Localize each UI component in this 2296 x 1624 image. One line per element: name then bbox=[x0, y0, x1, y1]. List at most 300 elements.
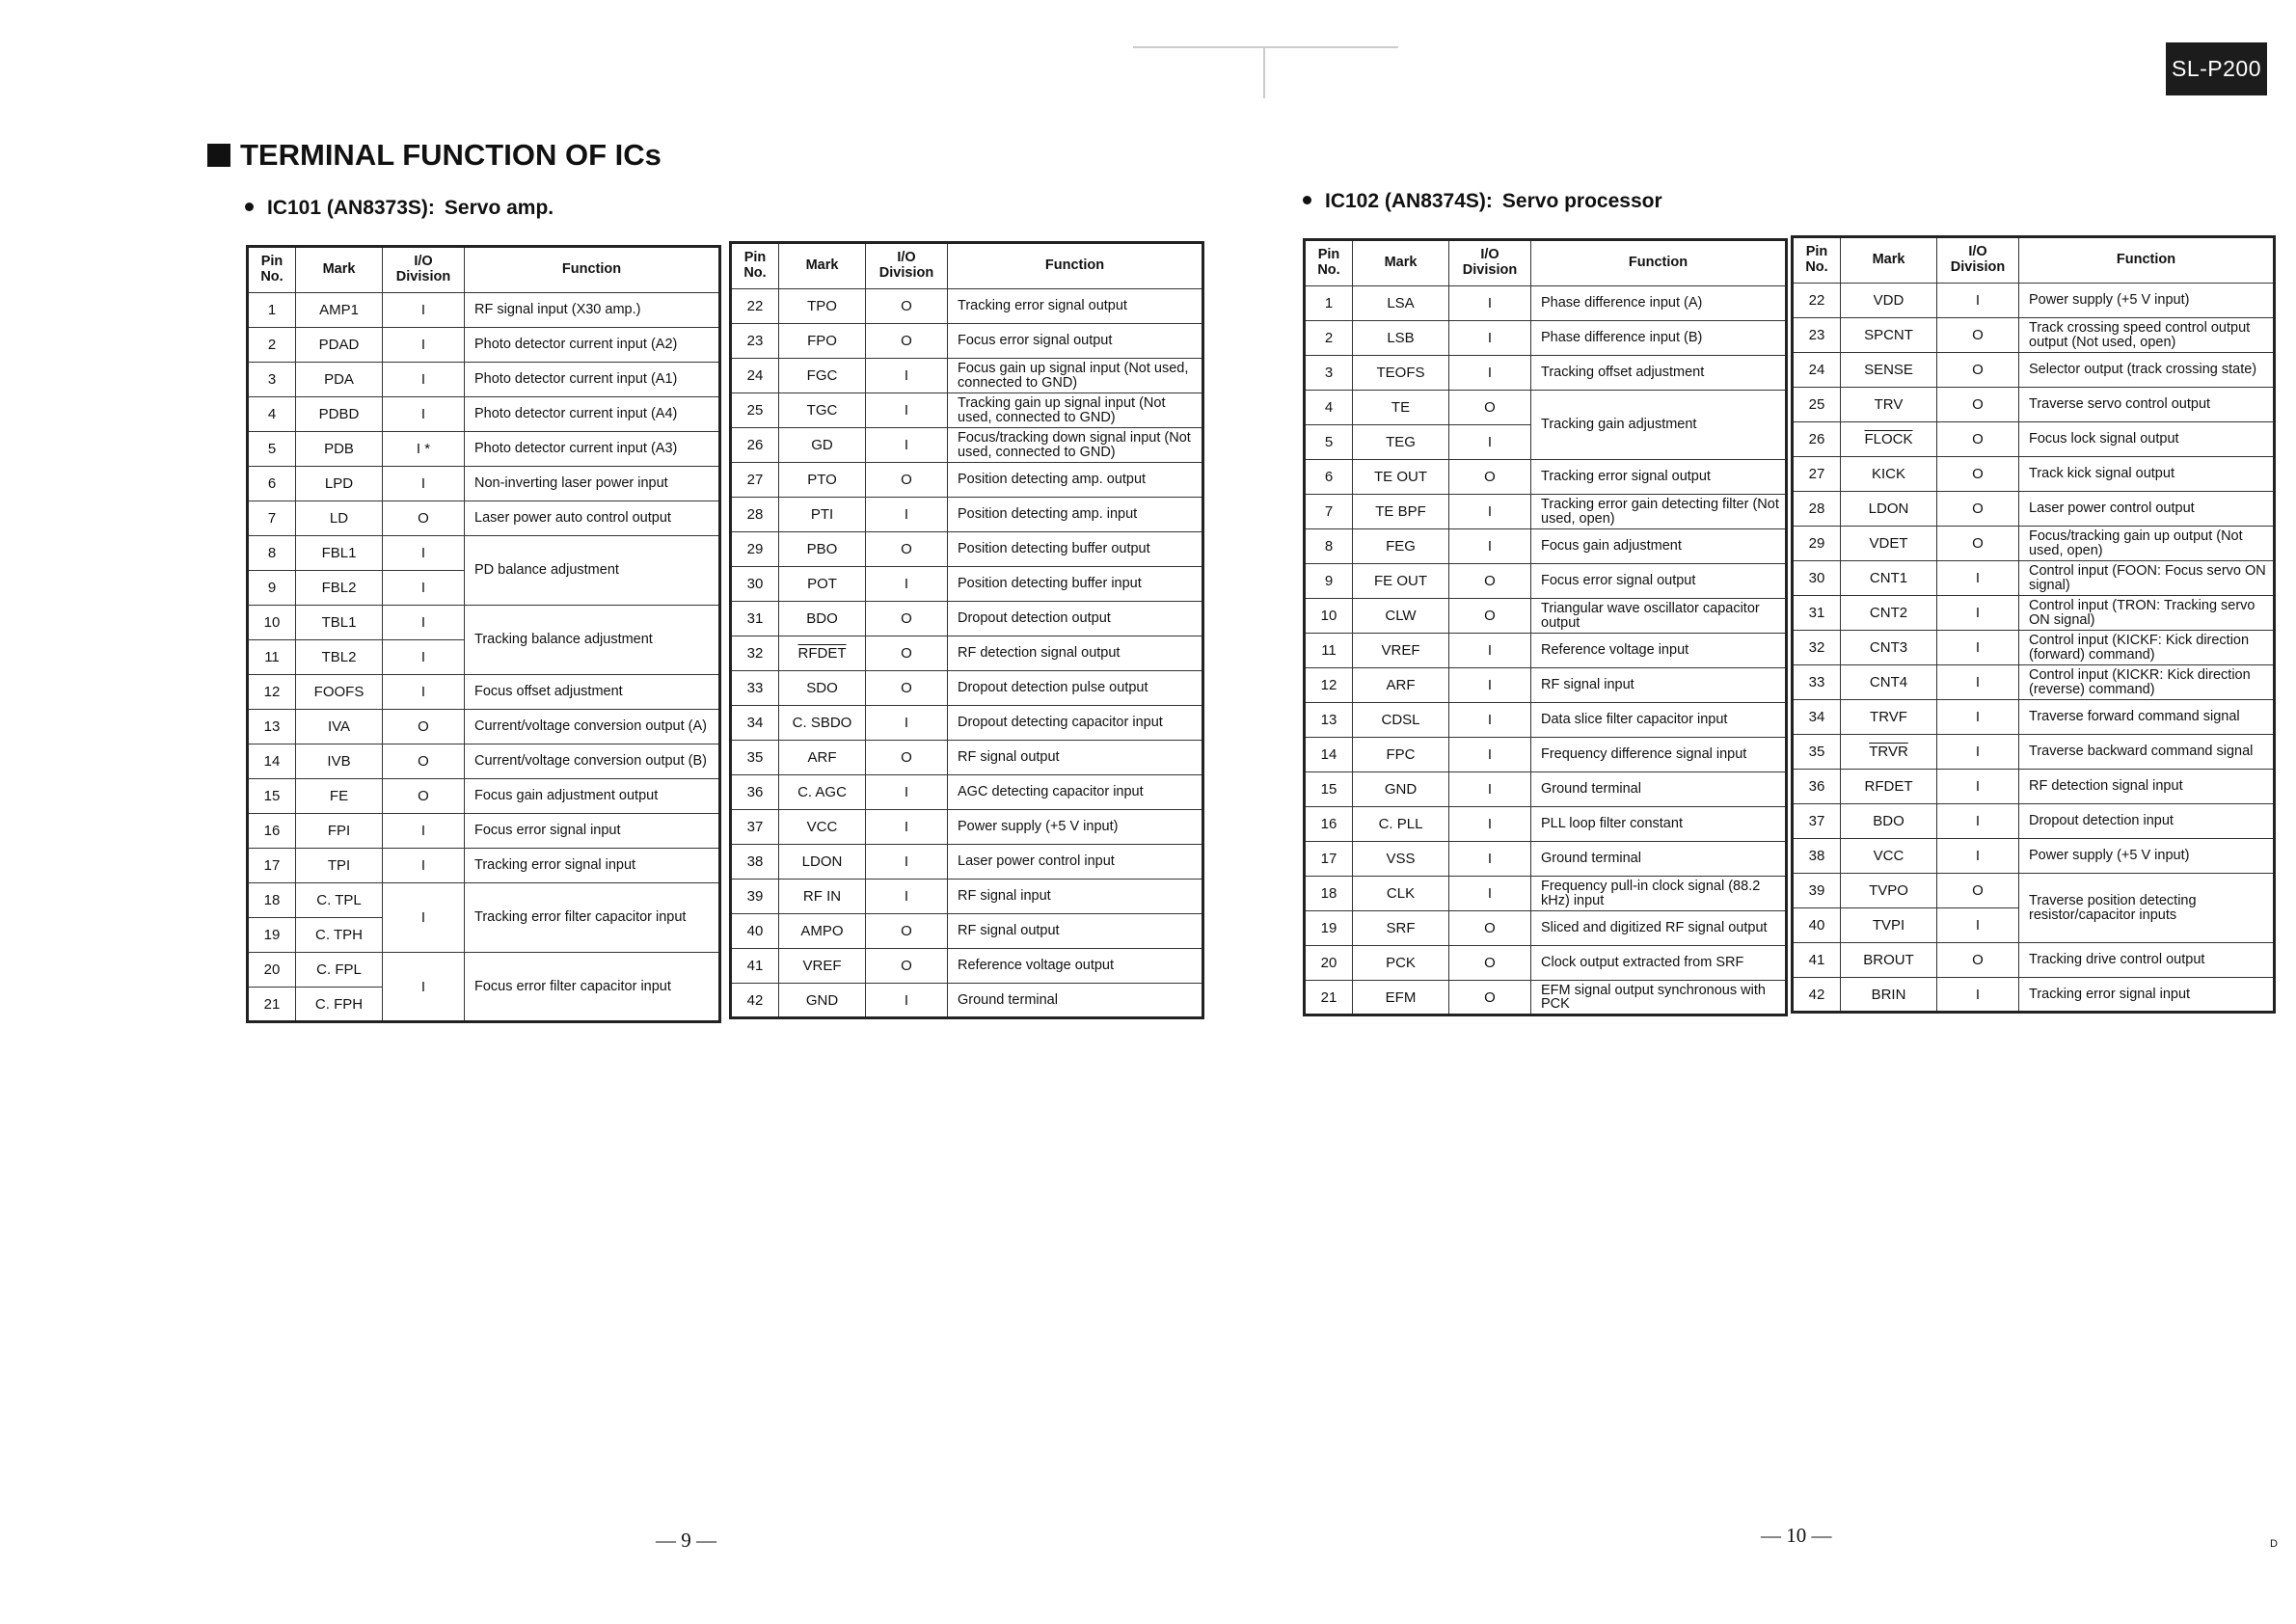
pin-function: Photo detector current input (A2) bbox=[465, 328, 720, 363]
ic101-table-right bbox=[729, 241, 1204, 1019]
pin-io: I bbox=[866, 845, 948, 880]
pin-mark: PDA bbox=[296, 363, 383, 397]
pin-io: I bbox=[1449, 668, 1531, 703]
pin-io: O bbox=[866, 949, 948, 984]
pin-mark: FE OUT bbox=[1353, 564, 1449, 599]
pin-function: Clock output extracted from SRF bbox=[1531, 946, 1787, 981]
pin-mark: FPI bbox=[296, 814, 383, 849]
header-pin: Pin No. bbox=[731, 243, 779, 289]
table-row bbox=[1793, 353, 2275, 388]
pin-mark: LD bbox=[296, 501, 383, 536]
header-io: I/O Division bbox=[866, 243, 948, 289]
pin-number: 22 bbox=[1793, 284, 1841, 318]
pin-mark: C. SBDO bbox=[779, 706, 866, 741]
table-row bbox=[248, 606, 720, 640]
square-bullet-icon bbox=[207, 144, 230, 167]
pin-number: 15 bbox=[1305, 772, 1353, 807]
table-row bbox=[1305, 529, 1787, 564]
pin-io: I bbox=[383, 814, 465, 849]
pin-function: Track crossing speed control output output (Not used, open) bbox=[2019, 318, 2275, 353]
pin-io: O bbox=[1937, 457, 2019, 492]
pin-number: 28 bbox=[731, 498, 779, 532]
pin-function: Dropout detection pulse output bbox=[948, 671, 1203, 706]
pin-function: Dropout detection input bbox=[2019, 804, 2275, 839]
pin-number: 38 bbox=[731, 845, 779, 880]
pin-mark: KICK bbox=[1841, 457, 1937, 492]
pin-number: 8 bbox=[248, 536, 296, 571]
pin-function: Ground terminal bbox=[1531, 842, 1787, 877]
table-row bbox=[248, 779, 720, 814]
pin-mark: VDET bbox=[1841, 527, 1937, 561]
pin-number: 7 bbox=[1305, 495, 1353, 529]
pin-function: Control input (FOON: Focus servo ON signal) bbox=[2019, 561, 2275, 596]
table-row bbox=[1305, 946, 1787, 981]
pin-io: I bbox=[383, 675, 465, 710]
table-row bbox=[1305, 564, 1787, 599]
table-row bbox=[731, 810, 1203, 845]
pin-io: I bbox=[1449, 425, 1531, 460]
pin-mark: TEG bbox=[1353, 425, 1449, 460]
pin-number: 16 bbox=[248, 814, 296, 849]
table-row bbox=[248, 501, 720, 536]
pin-mark: SDO bbox=[779, 671, 866, 706]
pin-number: 23 bbox=[731, 324, 779, 359]
pin-mark: C. FPH bbox=[296, 988, 383, 1022]
table-row bbox=[731, 671, 1203, 706]
pin-number: 23 bbox=[1793, 318, 1841, 353]
pin-mark: C. TPH bbox=[296, 918, 383, 953]
table-row bbox=[1793, 318, 2275, 353]
ic102-name: IC102 (AN8374S): bbox=[1325, 190, 1493, 212]
pin-mark: LDON bbox=[1841, 492, 1937, 527]
pin-io: I bbox=[1937, 284, 2019, 318]
pin-io: I bbox=[866, 393, 948, 428]
pin-number: 1 bbox=[1305, 286, 1353, 321]
table-row bbox=[1305, 668, 1787, 703]
pin-number: 6 bbox=[1305, 460, 1353, 495]
pin-function: Power supply (+5 V input) bbox=[2019, 839, 2275, 874]
pin-number: 42 bbox=[731, 984, 779, 1018]
ic102-table-right bbox=[1791, 235, 2276, 1014]
pin-mark: IVB bbox=[296, 744, 383, 779]
pin-function: Tracking error signal output bbox=[948, 289, 1203, 324]
header-mark: Mark bbox=[1841, 237, 1937, 284]
pin-function: Laser power control output bbox=[2019, 492, 2275, 527]
pin-number: 38 bbox=[1793, 839, 1841, 874]
table-row bbox=[731, 914, 1203, 949]
pin-io: I bbox=[1937, 665, 2019, 700]
pin-number: 25 bbox=[731, 393, 779, 428]
ic101-table-left bbox=[246, 245, 721, 1023]
pin-io: O bbox=[866, 289, 948, 324]
header-io: I/O Division bbox=[1449, 240, 1531, 286]
pin-number: 32 bbox=[1793, 631, 1841, 665]
table-row bbox=[1305, 460, 1787, 495]
pin-mark: AMP1 bbox=[296, 293, 383, 328]
pin-number: 26 bbox=[731, 428, 779, 463]
table-row bbox=[248, 363, 720, 397]
pin-function: RF signal input bbox=[948, 880, 1203, 914]
table-row bbox=[731, 289, 1203, 324]
pin-io: O bbox=[866, 463, 948, 498]
pin-mark: C. FPL bbox=[296, 953, 383, 988]
pin-function: Position detecting amp. output bbox=[948, 463, 1203, 498]
pin-number: 30 bbox=[1793, 561, 1841, 596]
pin-io: I bbox=[1449, 356, 1531, 391]
pin-mark: TRVF bbox=[1841, 700, 1937, 735]
page-title-text: TERMINAL FUNCTION OF ICs bbox=[240, 138, 662, 172]
pin-mark: IVA bbox=[296, 710, 383, 744]
pin-io: I bbox=[383, 536, 465, 571]
table-row bbox=[248, 849, 720, 883]
pin-number: 37 bbox=[731, 810, 779, 845]
pin-io: I bbox=[866, 775, 948, 810]
pin-number: 1 bbox=[248, 293, 296, 328]
pin-io: O bbox=[866, 741, 948, 775]
pin-mark: GND bbox=[779, 984, 866, 1018]
pin-mark: SPCNT bbox=[1841, 318, 1937, 353]
table-row bbox=[1305, 321, 1787, 356]
pin-mark: ARF bbox=[779, 741, 866, 775]
pin-mark: CLK bbox=[1353, 877, 1449, 911]
pin-io: O bbox=[1937, 388, 2019, 422]
table-row bbox=[1793, 978, 2275, 1013]
pin-function: Tracking error signal input bbox=[2019, 978, 2275, 1013]
table-row bbox=[1305, 738, 1787, 772]
pin-mark: FLOCK bbox=[1841, 422, 1937, 457]
table-row bbox=[248, 467, 720, 501]
pin-function: PLL loop filter constant bbox=[1531, 807, 1787, 842]
pin-mark: CNT2 bbox=[1841, 596, 1937, 631]
table-row bbox=[731, 949, 1203, 984]
pin-io: I bbox=[1937, 770, 2019, 804]
pin-function: Dropout detection output bbox=[948, 602, 1203, 636]
table-row bbox=[731, 602, 1203, 636]
pin-number: 18 bbox=[1305, 877, 1353, 911]
pin-number: 27 bbox=[731, 463, 779, 498]
pin-function: Focus offset adjustment bbox=[465, 675, 720, 710]
header-function: Function bbox=[465, 247, 720, 293]
pin-io: O bbox=[1937, 353, 2019, 388]
pin-io: O bbox=[1937, 318, 2019, 353]
pin-mark: FBL1 bbox=[296, 536, 383, 571]
pin-function: Focus error signal input bbox=[465, 814, 720, 849]
pin-number: 17 bbox=[248, 849, 296, 883]
table-row bbox=[1793, 284, 2275, 318]
table-row bbox=[1305, 877, 1787, 911]
pin-number: 40 bbox=[1793, 908, 1841, 943]
table-row bbox=[1793, 735, 2275, 770]
ic102-heading bbox=[1303, 190, 1662, 213]
pin-mark: TRVR bbox=[1841, 735, 1937, 770]
pin-function: Non-inverting laser power input bbox=[465, 467, 720, 501]
pin-io: I bbox=[866, 706, 948, 741]
pin-mark: TRV bbox=[1841, 388, 1937, 422]
pin-mark: FE bbox=[296, 779, 383, 814]
pin-mark: FGC bbox=[779, 359, 866, 393]
pin-mark: FPC bbox=[1353, 738, 1449, 772]
pin-io: I bbox=[1937, 596, 2019, 631]
pin-mark: CNT1 bbox=[1841, 561, 1937, 596]
pin-function: Traverse forward command signal bbox=[2019, 700, 2275, 735]
table-row bbox=[731, 567, 1203, 602]
pin-mark: EFM bbox=[1353, 981, 1449, 1015]
pin-number: 12 bbox=[248, 675, 296, 710]
model-tag: SL-P200 bbox=[2166, 42, 2267, 95]
pin-function: Current/voltage conversion output (B) bbox=[465, 744, 720, 779]
header-function: Function bbox=[2019, 237, 2275, 284]
pin-io: I bbox=[1449, 634, 1531, 668]
pin-mark: GND bbox=[1353, 772, 1449, 807]
pin-number: 6 bbox=[248, 467, 296, 501]
pin-mark: FOOFS bbox=[296, 675, 383, 710]
header-pin: Pin No. bbox=[1305, 240, 1353, 286]
pin-number: 35 bbox=[1793, 735, 1841, 770]
table-row bbox=[248, 953, 720, 988]
pin-function: Focus error signal output bbox=[1531, 564, 1787, 599]
table-row bbox=[248, 883, 720, 918]
pin-io: I bbox=[1937, 561, 2019, 596]
table-row bbox=[248, 675, 720, 710]
pin-function: Reference voltage input bbox=[1531, 634, 1787, 668]
pin-number: 3 bbox=[248, 363, 296, 397]
table-row bbox=[1305, 286, 1787, 321]
pin-io: I bbox=[866, 984, 948, 1018]
pin-function: Power supply (+5 V input) bbox=[2019, 284, 2275, 318]
pin-function: Tracking error filter capacitor input bbox=[465, 883, 720, 953]
pin-mark: FBL2 bbox=[296, 571, 383, 606]
pin-io: O bbox=[1937, 492, 2019, 527]
header-pin: Pin No. bbox=[1793, 237, 1841, 284]
pin-mark: ARF bbox=[1353, 668, 1449, 703]
table-row bbox=[731, 393, 1203, 428]
pin-function: Tracking balance adjustment bbox=[465, 606, 720, 675]
pin-mark: TE BPF bbox=[1353, 495, 1449, 529]
pin-number: 10 bbox=[248, 606, 296, 640]
pin-mark: AMPO bbox=[779, 914, 866, 949]
pin-mark: PBO bbox=[779, 532, 866, 567]
pin-mark: C. AGC bbox=[779, 775, 866, 810]
bullet-icon bbox=[245, 203, 254, 211]
pin-mark: FPO bbox=[779, 324, 866, 359]
table-row bbox=[1305, 807, 1787, 842]
pin-io: O bbox=[1449, 564, 1531, 599]
pin-function: Focus lock signal output bbox=[2019, 422, 2275, 457]
pin-io: O bbox=[1937, 422, 2019, 457]
table-row bbox=[1793, 631, 2275, 665]
table-row bbox=[731, 324, 1203, 359]
table-row bbox=[731, 636, 1203, 671]
pin-mark: RF IN bbox=[779, 880, 866, 914]
pin-number: 19 bbox=[248, 918, 296, 953]
table-row bbox=[1305, 356, 1787, 391]
pin-io: I * bbox=[383, 432, 465, 467]
pin-number: 31 bbox=[1793, 596, 1841, 631]
pin-function: Traverse servo control output bbox=[2019, 388, 2275, 422]
table-row bbox=[1305, 599, 1787, 634]
pin-mark: TEOFS bbox=[1353, 356, 1449, 391]
pin-io: I bbox=[1937, 700, 2019, 735]
pin-mark: VREF bbox=[1353, 634, 1449, 668]
pin-number: 34 bbox=[731, 706, 779, 741]
pin-function: Tracking gain up signal input (Not used, connected to GND) bbox=[948, 393, 1203, 428]
table-row bbox=[1793, 457, 2275, 492]
table-row bbox=[1793, 665, 2275, 700]
pin-function: Photo detector current input (A1) bbox=[465, 363, 720, 397]
pin-function: Reference voltage output bbox=[948, 949, 1203, 984]
pin-function: Focus gain up signal input (Not used, connected to GND) bbox=[948, 359, 1203, 393]
pin-io: O bbox=[866, 532, 948, 567]
pin-mark: PDB bbox=[296, 432, 383, 467]
table-row bbox=[1305, 772, 1787, 807]
table-row bbox=[1793, 527, 2275, 561]
table-row bbox=[731, 463, 1203, 498]
table-row bbox=[731, 706, 1203, 741]
pin-io: I bbox=[1449, 529, 1531, 564]
pin-io: I bbox=[1937, 978, 2019, 1013]
pin-number: 36 bbox=[1793, 770, 1841, 804]
pin-function: Position detecting buffer output bbox=[948, 532, 1203, 567]
bullet-icon bbox=[1303, 196, 1311, 204]
table-row bbox=[1793, 388, 2275, 422]
crop-mark-vertical bbox=[1263, 48, 1265, 98]
pin-mark: PTI bbox=[779, 498, 866, 532]
pin-number: 16 bbox=[1305, 807, 1353, 842]
pin-mark: TBL2 bbox=[296, 640, 383, 675]
pin-io: I bbox=[1449, 772, 1531, 807]
pin-function: Power supply (+5 V input) bbox=[948, 810, 1203, 845]
pin-function: Focus gain adjustment output bbox=[465, 779, 720, 814]
pin-function: PD balance adjustment bbox=[465, 536, 720, 606]
pin-function: Focus error filter capacitor input bbox=[465, 953, 720, 1022]
page-number-right: — 10 — bbox=[1761, 1524, 1832, 1547]
table-row bbox=[1793, 700, 2275, 735]
table-row bbox=[731, 532, 1203, 567]
header-function: Function bbox=[1531, 240, 1787, 286]
pin-function: Tracking error signal output bbox=[1531, 460, 1787, 495]
pin-io: I bbox=[866, 498, 948, 532]
pin-mark: VREF bbox=[779, 949, 866, 984]
pin-mark: PTO bbox=[779, 463, 866, 498]
pin-io: I bbox=[1449, 738, 1531, 772]
table-row bbox=[731, 741, 1203, 775]
pin-number: 9 bbox=[248, 571, 296, 606]
pin-io: I bbox=[383, 849, 465, 883]
pin-mark: LSB bbox=[1353, 321, 1449, 356]
pin-mark: POT bbox=[779, 567, 866, 602]
pin-number: 15 bbox=[248, 779, 296, 814]
table-row bbox=[1305, 495, 1787, 529]
pin-io: O bbox=[1449, 911, 1531, 946]
ic101-name: IC101 (AN8373S): bbox=[267, 197, 435, 219]
table-row bbox=[1305, 981, 1787, 1015]
pin-mark: PCK bbox=[1353, 946, 1449, 981]
pin-function: Tracking error gain detecting filter (Not used, open) bbox=[1531, 495, 1787, 529]
pin-io: O bbox=[866, 914, 948, 949]
pin-function: Ground terminal bbox=[948, 984, 1203, 1018]
pin-io: O bbox=[383, 501, 465, 536]
pin-mark: LDON bbox=[779, 845, 866, 880]
pin-mark: C. PLL bbox=[1353, 807, 1449, 842]
table-row bbox=[1793, 561, 2275, 596]
header-mark: Mark bbox=[296, 247, 383, 293]
pin-number: 2 bbox=[1305, 321, 1353, 356]
pin-number: 22 bbox=[731, 289, 779, 324]
pin-io: I bbox=[383, 293, 465, 328]
pin-function: Tracking gain adjustment bbox=[1531, 391, 1787, 460]
pin-number: 41 bbox=[1793, 943, 1841, 978]
pin-function: RF signal input bbox=[1531, 668, 1787, 703]
pin-function: Laser power control input bbox=[948, 845, 1203, 880]
pin-function: RF signal output bbox=[948, 914, 1203, 949]
table-row bbox=[1793, 492, 2275, 527]
pin-number: 40 bbox=[731, 914, 779, 949]
pin-function: RF detection signal output bbox=[948, 636, 1203, 671]
pin-function: RF signal input (X30 amp.) bbox=[465, 293, 720, 328]
pin-function: Traverse position detecting resistor/capacitor inputs bbox=[2019, 874, 2275, 943]
pin-mark: LPD bbox=[296, 467, 383, 501]
header-io: I/O Division bbox=[383, 247, 465, 293]
pin-mark: CLW bbox=[1353, 599, 1449, 634]
pin-io: O bbox=[1937, 943, 2019, 978]
pin-function: Triangular wave oscillator capacitor output bbox=[1531, 599, 1787, 634]
pin-number: 25 bbox=[1793, 388, 1841, 422]
pin-io: I bbox=[1449, 495, 1531, 529]
pin-function: Focus gain adjustment bbox=[1531, 529, 1787, 564]
pin-number: 14 bbox=[1305, 738, 1353, 772]
table-row bbox=[248, 710, 720, 744]
pin-mark: TE bbox=[1353, 391, 1449, 425]
pin-mark: SENSE bbox=[1841, 353, 1937, 388]
pin-io: O bbox=[1449, 599, 1531, 634]
pin-number: 34 bbox=[1793, 700, 1841, 735]
pin-io: I bbox=[1937, 839, 2019, 874]
pin-io: I bbox=[866, 428, 948, 463]
ic101-description: Servo amp. bbox=[444, 197, 554, 219]
header-mark: Mark bbox=[779, 243, 866, 289]
pin-mark: VCC bbox=[779, 810, 866, 845]
pin-number: 13 bbox=[1305, 703, 1353, 738]
pin-number: 11 bbox=[248, 640, 296, 675]
pin-number: 12 bbox=[1305, 668, 1353, 703]
pin-function: Control input (TRON: Tracking servo ON signal) bbox=[2019, 596, 2275, 631]
ic101-heading bbox=[245, 197, 554, 220]
pin-number: 13 bbox=[248, 710, 296, 744]
pin-mark: TVPO bbox=[1841, 874, 1937, 908]
pin-mark: VSS bbox=[1353, 842, 1449, 877]
table-row bbox=[1305, 391, 1787, 425]
pin-number: 10 bbox=[1305, 599, 1353, 634]
pin-function: Tracking error signal input bbox=[465, 849, 720, 883]
pin-function: Photo detector current input (A4) bbox=[465, 397, 720, 432]
pin-mark: SRF bbox=[1353, 911, 1449, 946]
pin-io: I bbox=[1937, 804, 2019, 839]
pin-function: Track kick signal output bbox=[2019, 457, 2275, 492]
pin-io: O bbox=[866, 324, 948, 359]
pin-io: O bbox=[1449, 460, 1531, 495]
pin-mark: FEG bbox=[1353, 529, 1449, 564]
page-number-left: — 9 — bbox=[656, 1529, 716, 1552]
pin-io: O bbox=[1937, 527, 2019, 561]
page-title bbox=[207, 138, 662, 173]
pin-number: 24 bbox=[731, 359, 779, 393]
pin-io: O bbox=[383, 710, 465, 744]
pin-number: 8 bbox=[1305, 529, 1353, 564]
pin-number: 7 bbox=[248, 501, 296, 536]
table-row bbox=[731, 984, 1203, 1018]
pin-mark: RFDET bbox=[779, 636, 866, 671]
table-row bbox=[248, 328, 720, 363]
